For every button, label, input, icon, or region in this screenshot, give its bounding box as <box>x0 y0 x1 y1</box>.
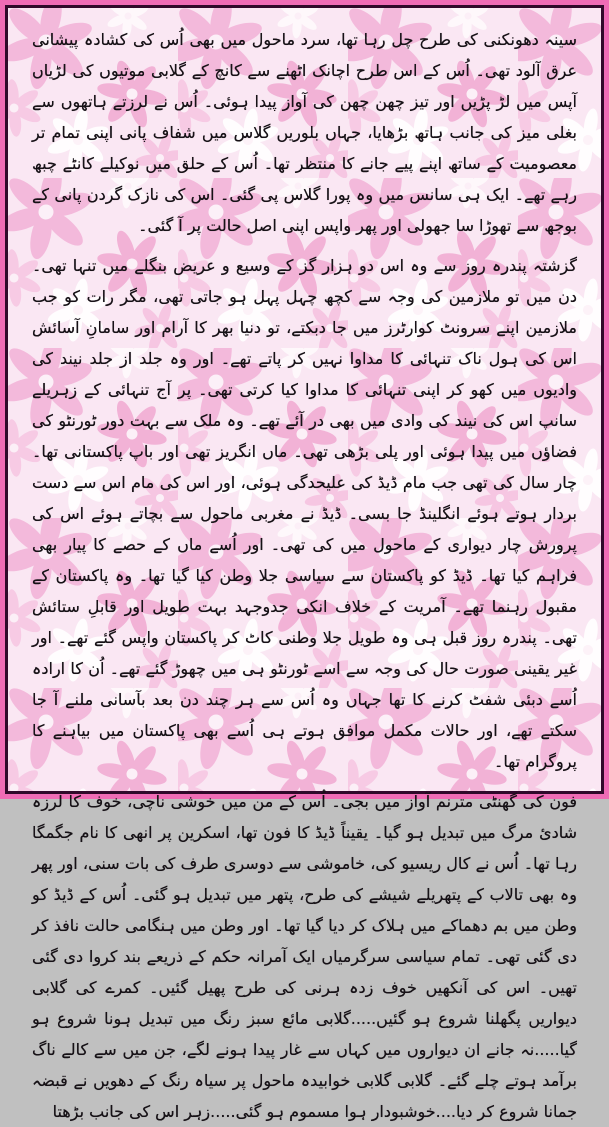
page-border <box>5 5 604 1121</box>
story-paragraph-3: فون کی گھنٹی مترنم آواز میں بجی۔ اُس کے من میں خوشی ناچی، خوف کا لرزہ شادیٔ مرگ میں تبدیل ہو گیا۔ یقیناً ڈیڈ کا فون تھا، اسکرین پر انھی کا نام جگمگا رہا تھا۔ اُس نے کال ریسیو کی، خاموشی سے دوسری طرف کی بات سنی، اور پھر وہ بھی تالاب کے پتھریلے شیشے کی طرح، پتھر میں تبدیل ہو گئی۔ اُس کے ڈیڈ کو وطن میں بم دھماکے میں ہلاک کر دیا گیا تھا۔ اور وطن میں ہنگامی حالت نافذ کر دی گئی تھی۔ تمام سیاسی سرگرمیاں ایک آمرانہ حکم کے ذریعے بند کروا دی گئی تھیں۔ اس کی آنکھیں خوف زدہ ہرنی کی طرح پھیل گئیں۔ کمرے کی گلابی دیواریں پگھلنا شروع ہو گئیں.....گلابی مائع سبز رنگ میں تبدیل ہونا شروع ہو گیا.....نہ جانے ان دیواروں میں کہاں سے غار پیدا ہونے لگے، جن میں سے کالے ناگ برآمد ہوتے چلے گئے۔ گلابی گلابی خوابیدہ ماحول پر سیاہ رنگ کے دھویں نے قبضہ جمانا شروع کر دیا....خوشبودار ہوا مسموم ہو گئی.....زہر اس کی جانب بڑھتا <box>32 792 577 1121</box>
story-text-block <box>8 8 601 1121</box>
story-paragraph-1: سینہ دھونکنی کی طرح چل رہا تھا، سرد ماحول میں بھی اُس کی کشادہ پیشانی عرق آلود تھی۔ اُس کے اس طرح اچانک اٹھنے سے کانچ کے گلابی موتیوں کی لڑیاں آپس میں لڑ پڑیں اور تیز چھن چھن کی آواز پیدا ہوئی۔ اُس نے لرزتے ہاتھوں سے بغلی میز کی جانب ہاتھ بڑھایا، جہاں بلوریں گلاس میں شفاف پانی اپنی تمام تر معصومیت کے ساتھ اپنے پیے جانے کا منتظر تھا۔ اُس کے حلق میں نوکیلے کانٹے چبھ رہے تھے۔ ایک ہی سانس میں وہ پورا گلاس پی گئی۔ اس کی نازک گردن پانی کے بوجھ سے تھوڑا سا جھولی اور پھر واپس اپنی اصل حالت پر آ گئی۔ <box>32 30 577 235</box>
story-paragraph-2: گزشتہ پندرہ روز سے وہ اس دو ہزار گز کے وسیع و عریض بنگلے میں تنہا تھی۔ دن میں تو ملازمین کی وجہ سے کچھ چہل پہل ہو جاتی تھی، مگر رات کو جب ملازمین اپنے سرونٹ کوارٹرز میں جا دبکتے، تو دنیا بھر کا آرام اور سامانِ آسائش اس کی ہول ناک تنہائی کا مداوا نہیں کر پاتے تھے۔ اور وہ جلد از جلد نیند کی وادیوں میں کھو کر اپنی تنہائی کا مداوا کیا کرتی تھی۔ پر آج تنہائی کے زہریلے سانپ اس کی نیند کی وادی میں بھی در آئے تھے۔ وہ ملک سے بہت دور ٹورنٹو کی فضاؤں میں پیدا ہوئی اور پلی بڑھی تھی۔ ماں انگریز تھی اور باپ پاکستانی تھا۔ چار سال کی تھی جب مام ڈیڈ کی علیحدگی ہوئی، اور اس کی مام اس سے دست بردار ہوتے ہوئے انگلینڈ جا بسی۔ ڈیڈ نے مغربی ماحول سے بچاتے ہوئے اس کی پرورش چار دیواری کے ماحول میں کی تھی۔ اور اُسے ماں کے حصے کا پیار بھی فراہم کیا تھا۔ ڈیڈ کو پاکستان سے سیاسی جلا وطن کیا گیا تھا۔ وہ پاکستان کے مقبول رہنما تھے۔ آمریت کے خلاف انکی جدوجہد بہت طویل اور قابلِ ستائش تھی۔ پندرہ روز قبل ہی وہ طویل جلا وطنی کاٹ کر پاکستان واپس گئے تھے۔ اور غیر یقینی صورت حال کی وجہ سے اسے ٹورنٹو ہی میں چھوڑ گئے تھے۔ اُن کا ارادہ اُسے دبئی شفٹ کرنے کا تھا جہاں وہ اُس سے ہر چند دن بعد بآسانی ملنے آ جا سکتے تھے، اور حالات مکمل موافق ہوتے ہی اُسے بھی پاکستان میں بیاہنے کا پروگرام تھا۔ <box>32 256 577 771</box>
